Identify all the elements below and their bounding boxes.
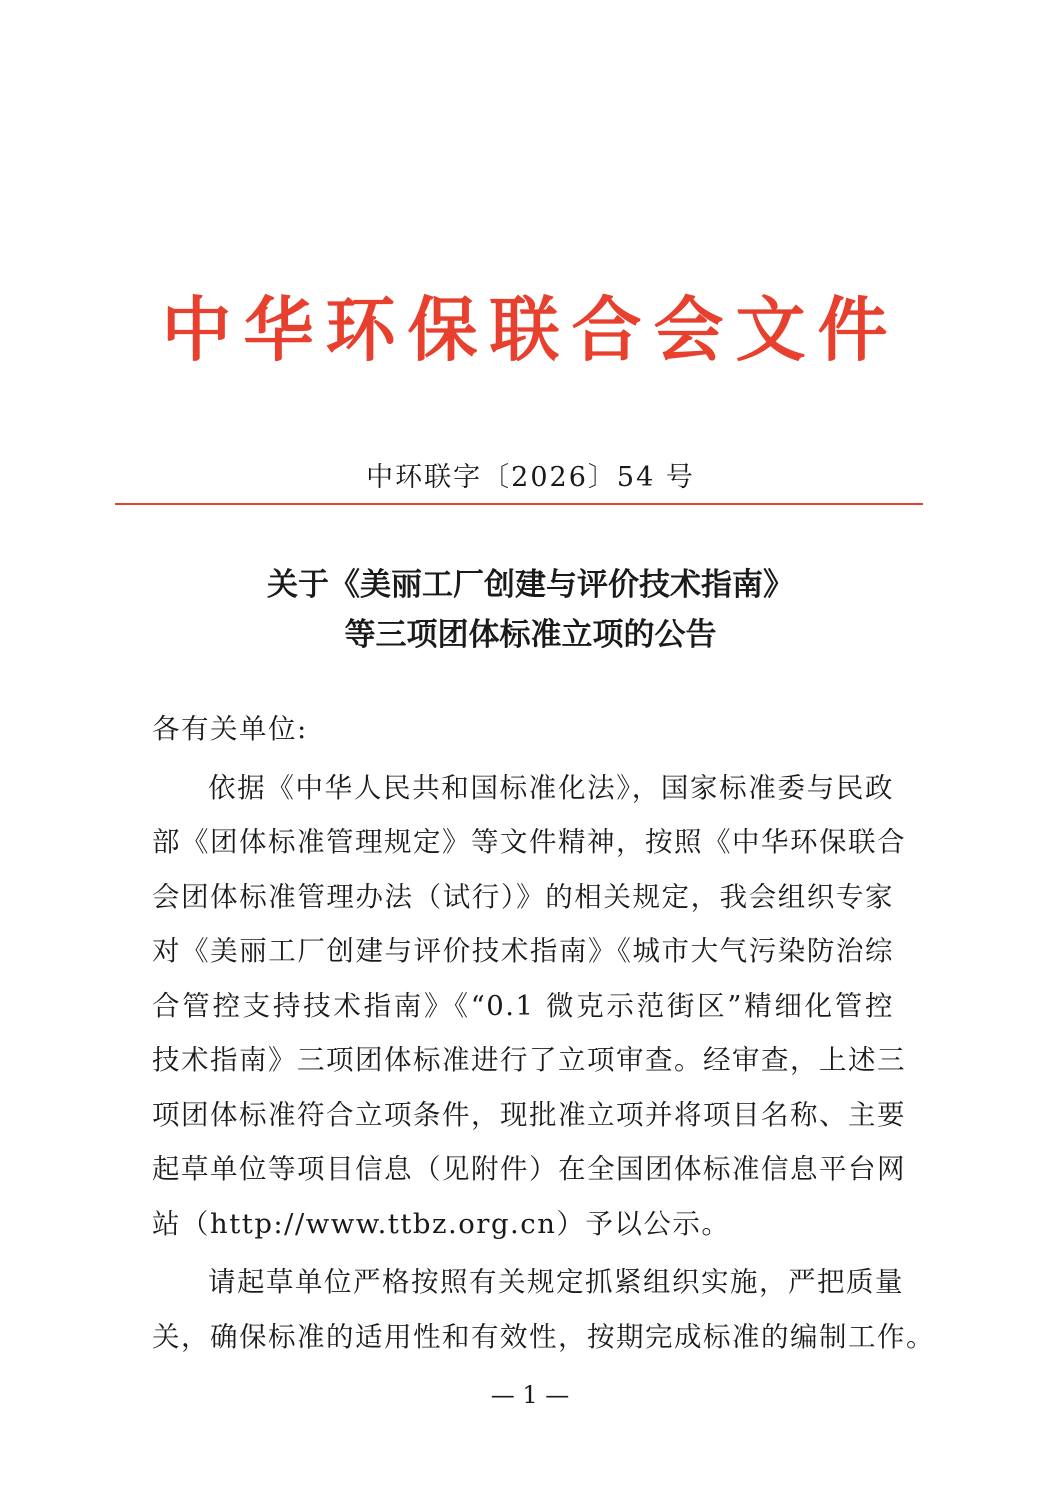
paragraph-line: 起草单位等项目信息（见附件）在全国团体标准信息平台网	[152, 1153, 906, 1185]
notice-title-line-1: 关于《美丽工厂创建与评价技术指南》	[267, 567, 794, 603]
paragraph-line: 依据《中华人民共和国标准化法》，国家标准委与民政	[208, 771, 894, 804]
page-number: — 1 —	[490, 1381, 570, 1409]
notice-title-line-2: 等三项团体标准立项的公告	[344, 617, 717, 653]
paragraph-line: 对《美丽工厂创建与评价技术指南》《城市大气污染防治综	[152, 935, 894, 967]
paragraph-line: 项团体标准符合立项条件，现批准立项并将项目名称、主要	[152, 1098, 906, 1131]
paragraph-line: 合管控支持技术指南》《“0.1 微克示范街区”精细化管控	[152, 989, 894, 1022]
paragraph-line: 会团体标准管理办法（试行）》的相关规定，我会组织专家	[152, 880, 894, 913]
notice-body	[152, 702, 935, 1364]
notice-title	[120, 560, 941, 660]
paragraph-2	[152, 1255, 935, 1364]
masthead-title: 中华环保联合会文件	[161, 288, 900, 371]
paragraph-line: 部《团体标准管理规定》等文件精神，按照《中华环保联合	[152, 826, 906, 858]
salutation: 各有关单位:	[152, 713, 308, 745]
paragraph-line: 关，确保标准的适用性和有效性，按期完成标准的编制工作。	[152, 1320, 935, 1353]
document-number: 中环联字〔2026〕54 号	[366, 462, 695, 493]
paragraph-line: 技术指南》三项团体标准进行了立项审查。经审查，上述三	[152, 1044, 906, 1076]
paragraph-line-url: 站（http://www.ttbz.org.cn）予以公示。	[152, 1207, 731, 1240]
paragraph-line: 请起草单位严格按照有关规定抓紧组织实施，严把质量	[208, 1266, 904, 1298]
paragraph-1	[152, 761, 906, 1252]
red-separator-line	[115, 503, 923, 505]
